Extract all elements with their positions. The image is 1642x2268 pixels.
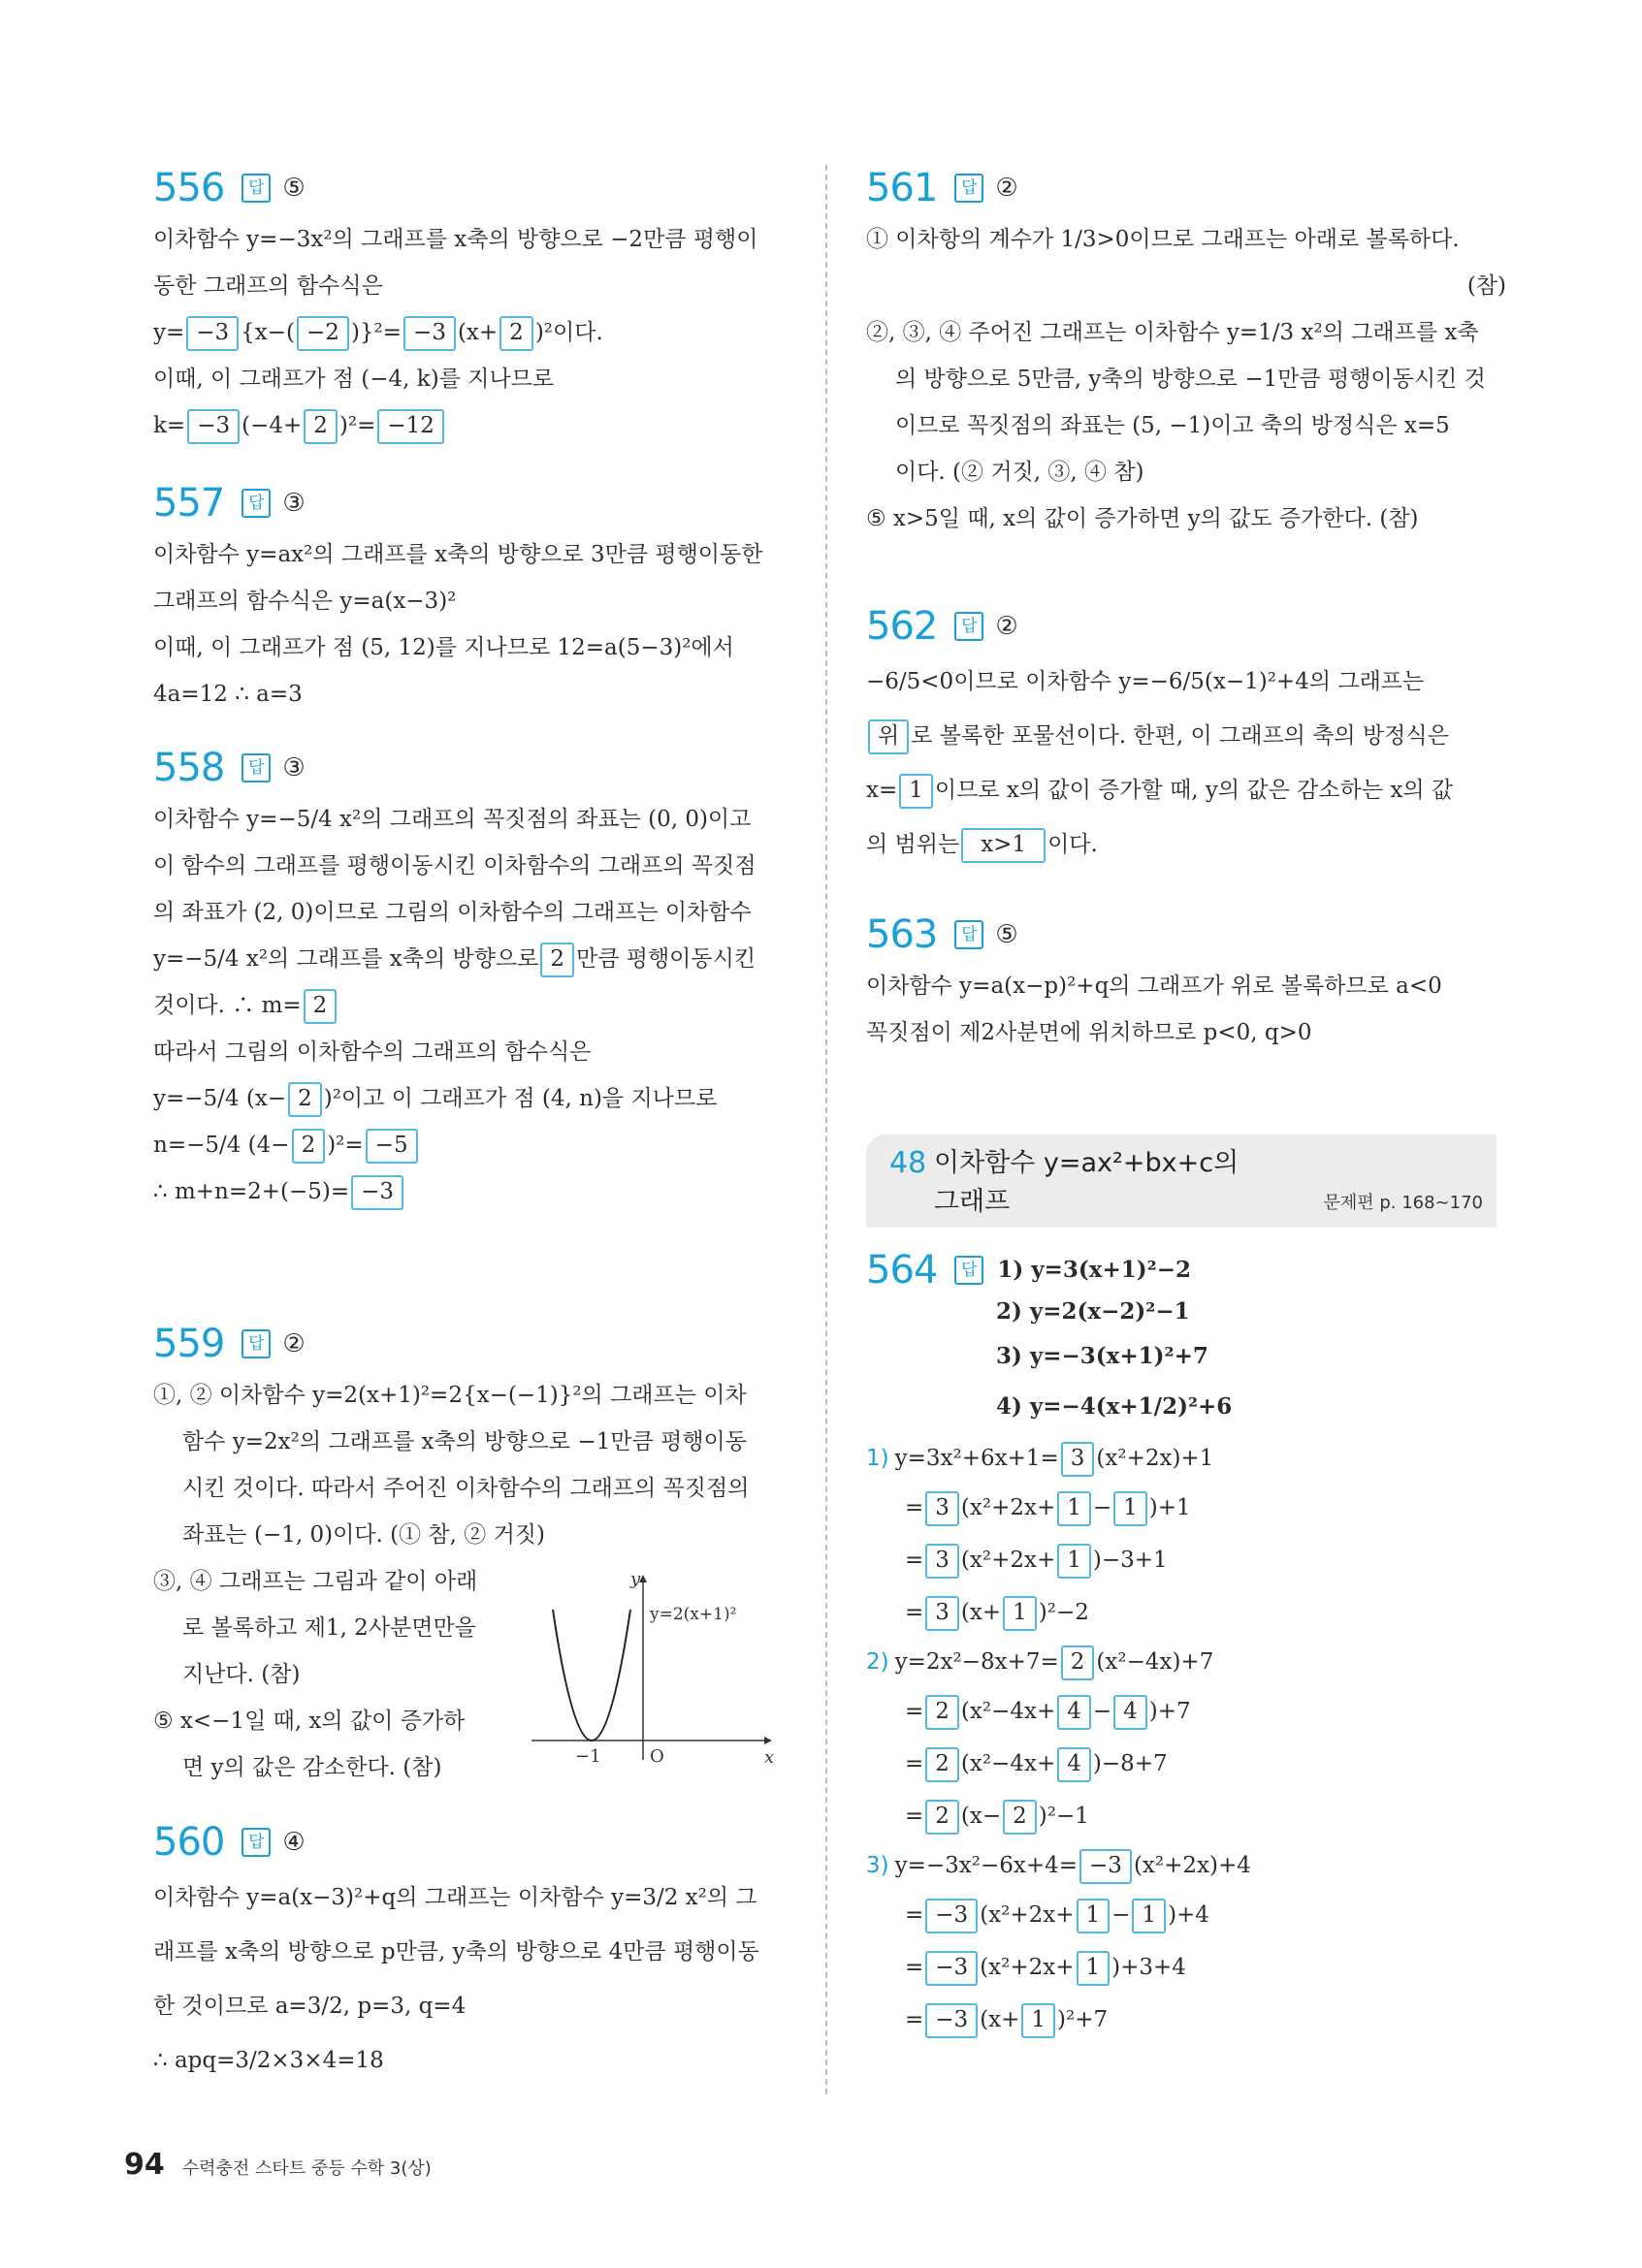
solution-line: 시킨 것이다. 따라서 주어진 이차함수의 그래프의 꼭짓점의	[182, 1476, 750, 1501]
answer-box: −3	[925, 1899, 978, 1933]
answer-box: 2	[499, 316, 533, 351]
solution-line: ① 이차항의 계수가 1/3>0이므로 그래프는 아래로 볼록하다.	[866, 227, 1460, 252]
solution-line: = −3 (x+ 1 )²+7	[866, 1994, 1506, 2046]
solution-line: 이때, 이 그래프가 점 (5, 12)를 지나므로 12=a(5−3)²에서	[153, 635, 734, 660]
answer-box: 3	[925, 1491, 959, 1526]
answer-tag: 답	[954, 920, 983, 949]
answer-tag: 답	[241, 489, 271, 518]
solution-line: 의 범위는 x>1 이다.	[866, 817, 1506, 872]
solution-line: 이차함수 y=a(x−p)²+q의 그래프가 위로 볼록하므로 a<0	[866, 974, 1442, 999]
solution-line: = −3 (x²+2x+ 1 − 1 )+4	[866, 1889, 1506, 1941]
solution-line: ∴ m+n=2+(−5)= −3	[153, 1168, 784, 1215]
solution-line: (참)	[1466, 273, 1506, 299]
answer-choice: ⑤	[282, 174, 306, 203]
solution-line: ③, ④ 그래프는 그림과 같이 아래	[153, 1569, 478, 1594]
problem-number: 559	[153, 1322, 225, 1366]
problem-number: 563	[866, 912, 938, 957]
answer-line: 3) y=−3(x+1)²+7	[996, 1343, 1208, 1369]
solution-line: = 3 (x+ 1 )²−2	[866, 1586, 1506, 1639]
answer-line: 2) y=2(x−2)²−1	[996, 1298, 1190, 1325]
parabola-curve	[553, 1610, 630, 1741]
solution-line: 위 로 볼록한 포물선이다. 한편, 이 그래프의 축의 방정식은	[866, 709, 1506, 763]
solution-line: y= −3 {x−( −2 )}²= −3 (x+ 2 )²이다.	[153, 309, 784, 356]
solution-line: 이 함수의 그래프를 평행이동시킨 이차함수의 그래프의 꼭짓점	[153, 853, 757, 878]
answer-box: 2	[292, 1129, 326, 1164]
solution-line: 로 볼록하고 제1, 2사분면만을	[182, 1615, 476, 1641]
answer-box: −3	[925, 1951, 978, 1986]
section-title: 이차함수 y=ax²+bx+c의 그래프	[934, 1148, 1240, 1217]
solution-line: 지난다. (참)	[182, 1662, 301, 1687]
section-page-reference: 문제편 p. 168~170	[1323, 1193, 1483, 1213]
answer-box: 1	[1057, 1544, 1091, 1579]
answer-box: 2	[1003, 1800, 1037, 1835]
solution-line: −6/5<0이므로 이차함수 y=−6/5(x−1)²+4의 그래프는	[866, 669, 1425, 694]
answer-box: 1	[1057, 1491, 1091, 1526]
answer-choice: ②	[282, 1329, 306, 1358]
solution-line: 이차함수 y=a(x−3)²+q의 그래프는 이차함수 y=3/2 x²의 그	[153, 1885, 757, 1910]
solution-line: x= 1 이므로 x의 값이 증가할 때, y의 값은 감소하는 x의 값	[866, 763, 1506, 817]
problem-562	[866, 598, 1506, 872]
solution-line: ⑤ x>5일 때, x의 값이 증가하면 y의 값도 증가한다. (참)	[866, 506, 1419, 531]
solution-line: 이차함수 y=−5/4 x²의 그래프의 꼭짓점의 좌표는 (0, 0)이고	[153, 807, 752, 832]
solution-line: 한 것이므로 a=3/2, p=3, q=4	[153, 1994, 467, 2019]
solution-line: = 2 (x²−4x+ 4 )−8+7	[866, 1738, 1506, 1790]
answer-box: 2	[540, 942, 574, 977]
answer-box: −3	[403, 316, 456, 351]
answer-box: 1	[1021, 2003, 1055, 2038]
answer-box: −3	[925, 2003, 978, 2038]
answer-box: 3	[925, 1596, 959, 1631]
y-axis-label: y	[630, 1571, 641, 1589]
solution-line: 이므로 꼭짓점의 좌표는 (5, −1)이고 축의 방정식은 x=5	[895, 413, 1450, 438]
solution-line: 래프를 x축의 방향으로 p만큼, y축의 방향으로 4만큼 평행이동	[153, 1939, 759, 1965]
solution-line: n=−5/4 (4− 2 )²= −5	[153, 1122, 784, 1168]
problem-556	[153, 160, 784, 449]
solution-line: 이다. (② 거짓, ③, ④ 참)	[895, 460, 1144, 485]
solution-line: 이차함수 y=ax²의 그래프를 x축의 방향으로 3만큼 평행이동한	[153, 542, 763, 567]
solution-line: 그래프의 함수식은 y=a(x−3)²	[153, 589, 457, 614]
solution-line: 의 좌표가 (2, 0)이므로 그림의 이차함수의 그래프는 이차함수	[153, 900, 752, 925]
answer-box: 4	[1113, 1695, 1147, 1730]
x-axis-arrow-icon	[764, 1737, 772, 1744]
solution-line: 2) y=2x²−8x+7= 2 (x²−4x)+7	[866, 1639, 1506, 1685]
answer-box: 4	[1057, 1695, 1091, 1730]
answer-box: 3	[925, 1544, 959, 1579]
column-divider	[825, 165, 827, 2094]
solution-line: 4a=12 ∴ a=3	[153, 682, 303, 707]
answer-choice: ③	[282, 489, 306, 518]
answer-box: 1	[1003, 1596, 1037, 1631]
answer-tag: 답	[241, 1828, 271, 1857]
answer-box: −12	[377, 409, 444, 444]
solution-line: = 2 (x− 2 )²−1	[866, 1790, 1506, 1842]
problem-563	[866, 907, 1506, 1056]
problem-number: 557	[153, 481, 225, 526]
problem-560	[153, 1814, 784, 2088]
answer-box: 2	[304, 989, 338, 1024]
vertex-label: −1	[575, 1746, 601, 1765]
solution-line: = 2 (x²−4x+ 4 − 4 )+7	[866, 1685, 1506, 1738]
solution-line: 3) y=−3x²−6x+4= −3 (x²+2x)+4	[866, 1842, 1506, 1889]
answer-box: 1	[1132, 1899, 1166, 1933]
answer-box: 2	[288, 1082, 322, 1117]
answer-box: −2	[297, 316, 349, 351]
solution-line: ∴ apq=3/2×3×4=18	[153, 2048, 384, 2073]
answer-tag: 답	[241, 753, 271, 783]
solution-line: ①, ② 이차함수 y=2(x+1)²=2{x−(−1)}²의 그래프는 이차	[153, 1383, 747, 1408]
problem-561	[866, 160, 1506, 542]
answer-box: 1	[1113, 1491, 1147, 1526]
answer-box: −3	[1079, 1849, 1132, 1884]
answer-box: 2	[304, 409, 338, 444]
origin-label: O	[650, 1746, 664, 1765]
answer-choice: ②	[995, 174, 1018, 203]
solution-line: 의 방향으로 5만큼, y축의 방향으로 −1만큼 평행이동시킨 것	[895, 367, 1486, 392]
solution-line: 함수 y=2x²의 그래프를 x축의 방향으로 −1만큼 평행이동	[182, 1429, 747, 1454]
problem-number: 556	[153, 166, 225, 210]
answer-box: 2	[1061, 1645, 1095, 1680]
answer-choice: ③	[282, 753, 306, 783]
answer-box: −3	[187, 409, 240, 444]
answer-box: −3	[351, 1175, 403, 1210]
solution-line: 꼭짓점이 제2사분면에 위치하므로 p<0, q>0	[866, 1020, 1312, 1045]
answer-box: x>1	[961, 828, 1046, 863]
problem-number: 564	[866, 1248, 938, 1293]
answer-box: 위	[868, 719, 909, 754]
answer-tag: 답	[954, 174, 983, 203]
curve-label: y=2(x+1)²	[650, 1605, 737, 1624]
answer-box: 1	[1077, 1899, 1111, 1933]
answer-box: −3	[186, 316, 239, 351]
solution-line: 이때, 이 그래프가 점 (−4, k)를 지나므로	[153, 367, 555, 392]
answer-box: −5	[366, 1129, 418, 1164]
answer-choice: ⑤	[995, 920, 1018, 949]
solution-line: 좌표는 (−1, 0)이다. (① 참, ② 거짓)	[182, 1522, 545, 1548]
answer-tag: 답	[954, 612, 983, 641]
problem-number: 561	[866, 166, 938, 210]
answer-tag: 답	[241, 174, 271, 203]
page-footer	[124, 2148, 432, 2182]
solution-line: = 3 (x²+2x+ 1 − 1 )+1	[866, 1482, 1506, 1534]
answer-line: 4) y=−4(x+1/2)²+6	[996, 1393, 1233, 1420]
answer-box: 1	[1077, 1951, 1111, 1986]
solution-line: 1) y=3x²+6x+1= 3 (x²+2x)+1	[866, 1435, 1506, 1482]
answer-box: 1	[899, 774, 933, 809]
answer-choice: ④	[282, 1828, 306, 1857]
problem-number: 562	[866, 604, 938, 649]
answer-box: 2	[925, 1747, 959, 1782]
solution-line: 면 y의 값은 감소한다. (참)	[182, 1755, 442, 1780]
solution-line: 동한 그래프의 함수식은	[153, 273, 383, 299]
x-axis-label: x	[764, 1747, 775, 1765]
answer-tag: 답	[954, 1256, 983, 1285]
solution-line: 것이다. ∴ m= 2	[153, 982, 784, 1029]
problem-number: 560	[153, 1820, 225, 1865]
answer-line: 1) y=3(x+1)²−2	[997, 1257, 1191, 1283]
solution-line: = −3 (x²+2x+ 1 )+3+4	[866, 1941, 1506, 1994]
page-number: 94	[124, 2148, 165, 2182]
section-number: 48	[889, 1146, 927, 1180]
problem-557	[153, 475, 784, 718]
problem-564	[866, 1248, 1506, 2046]
solution-line: y=−5/4 x²의 그래프를 x축의 방향으로 2 만큼 평행이동시킨	[153, 936, 784, 982]
parabola-graph	[522, 1571, 803, 1765]
solution-line: ②, ③, ④ 주어진 그래프는 이차함수 y=1/3 x²의 그래프를 x축	[866, 320, 1479, 345]
solution-line: k= −3 (−4+ 2 )²= −12	[153, 402, 784, 449]
answer-box: 2	[925, 1800, 959, 1835]
answer-tag: 답	[241, 1329, 271, 1358]
solution-line: 이차함수 y=−3x²의 그래프를 x축의 방향으로 −2만큼 평행이	[153, 227, 758, 252]
answer-box: 2	[925, 1695, 959, 1730]
answer-box: 3	[1061, 1442, 1095, 1477]
solution-line: y=−5/4 (x− 2 )²이고 이 그래프가 점 (4, n)을 지나므로	[153, 1075, 784, 1122]
solution-line: ⑤ x<−1일 때, x의 값이 증가하	[153, 1709, 466, 1734]
section-header	[866, 1134, 1497, 1228]
problem-558	[153, 740, 784, 1215]
book-title: 수력충전 스타트 중등 수학 3(상)	[181, 2158, 432, 2179]
solution-line: = 3 (x²+2x+ 1 )−3+1	[866, 1534, 1506, 1586]
answer-box: 4	[1057, 1747, 1091, 1782]
solution-line: 따라서 그림의 이차함수의 그래프의 함수식은	[153, 1039, 592, 1065]
problem-number: 558	[153, 746, 225, 790]
answer-choice: ②	[995, 612, 1018, 641]
y-axis-arrow-icon	[639, 1575, 647, 1582]
